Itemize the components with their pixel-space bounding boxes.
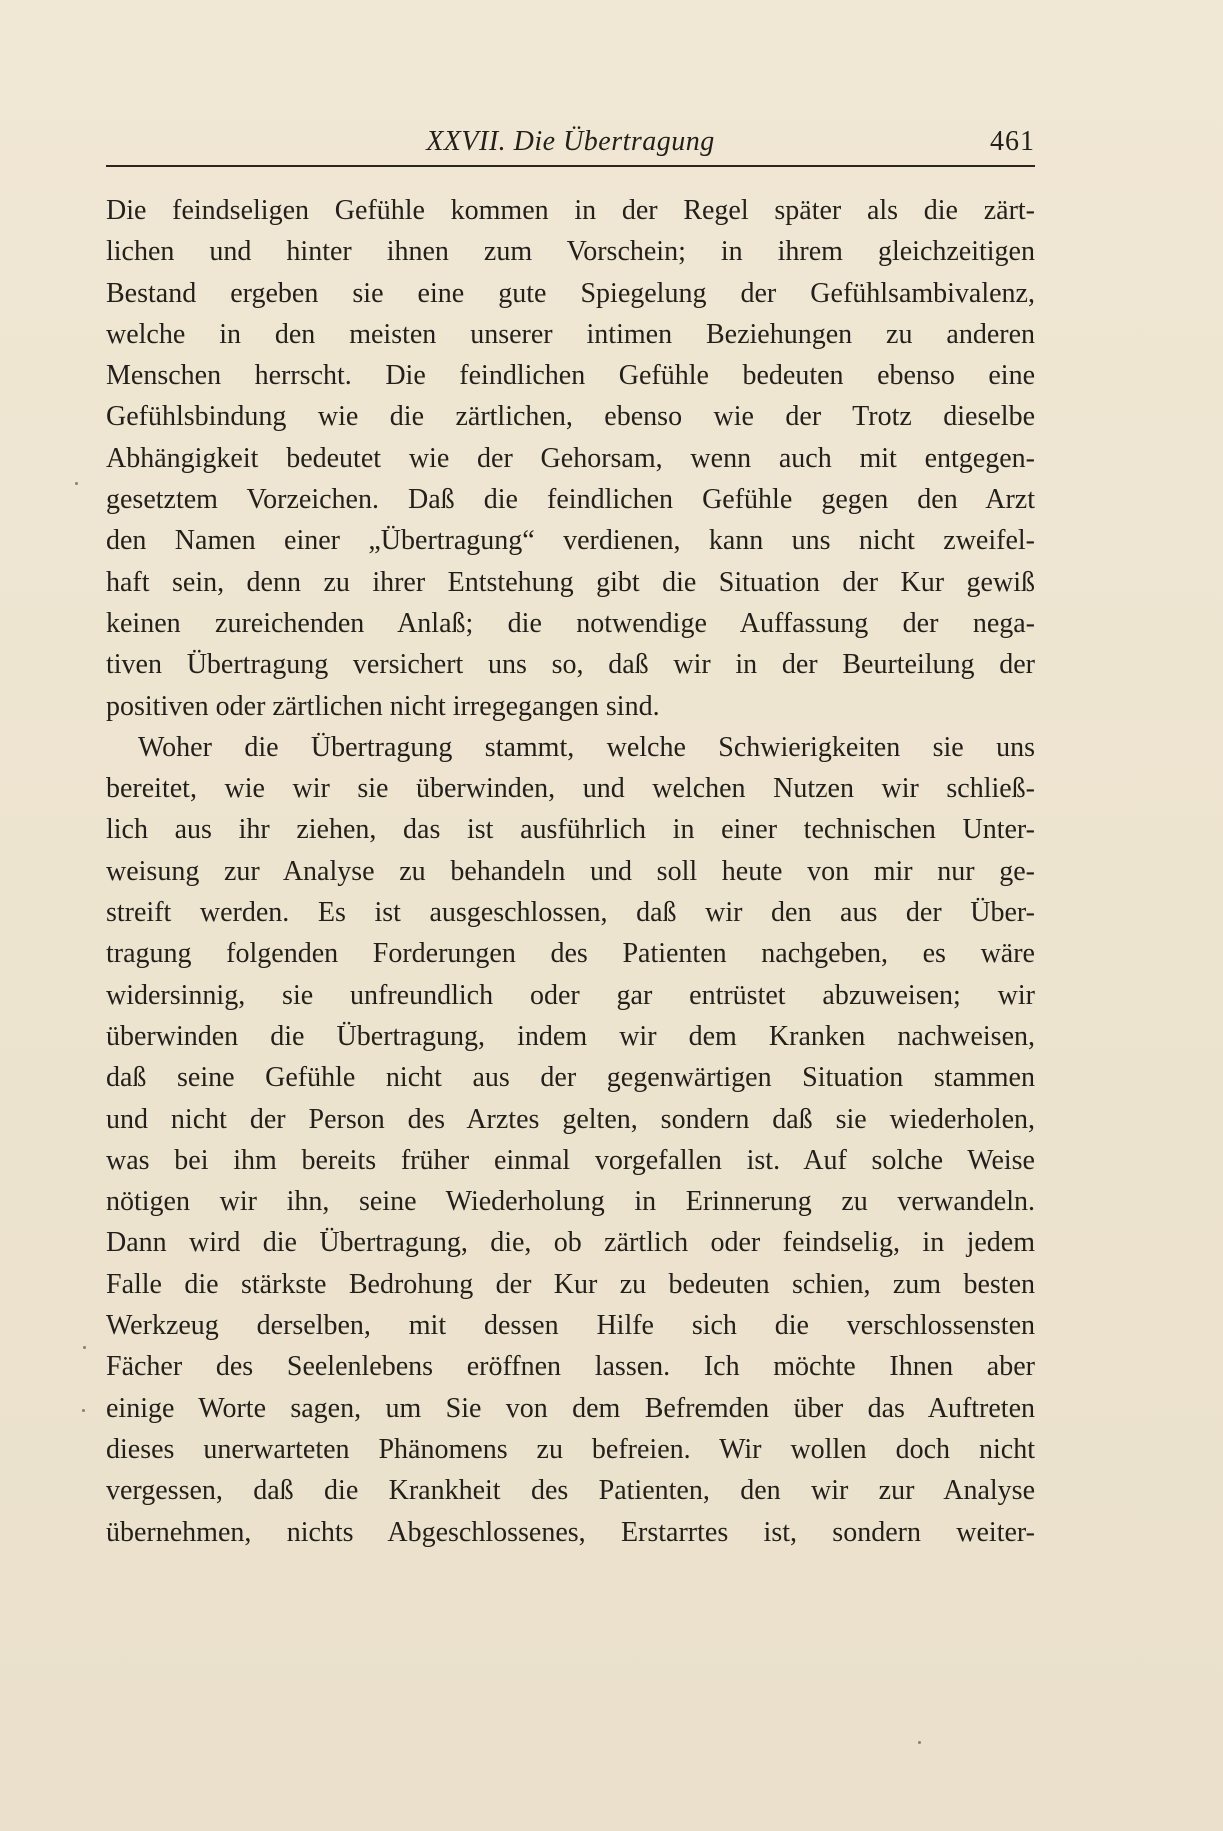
- text-line: Menschen herrscht. Die feindlichen Gefühle bedeuten ebenso eine: [106, 360, 1035, 392]
- text-line: gesetztem Vorzeichen. Daß die feindlichen Gefühle gegen den Arzt: [106, 484, 1035, 516]
- text-line: welche in den meisten unserer intimen Beziehungen zu anderen: [106, 318, 1035, 350]
- text-line: und nicht der Person des Arztes gelten, sondern daß sie wiederholen,: [106, 1103, 1035, 1135]
- text-line: weisung zur Analyse zu behandeln und soll heute von mir nur ge-: [106, 855, 1035, 887]
- text-line: Fächer des Seelenlebens eröffnen lassen. Ich möchte Ihnen aber: [106, 1351, 1035, 1383]
- text-line: Die feindseligen Gefühle kommen in der Regel später als die zärt-: [106, 195, 1035, 226]
- text-line: einige Worte sagen, um Sie von dem Befremden über das Auftreten: [106, 1392, 1035, 1424]
- body-text: [106, 190, 1035, 1553]
- text-line: Woher die Übertragung stammt, welche Schwierigkeiten sie uns: [138, 731, 1035, 763]
- paper-speck: [918, 1741, 921, 1744]
- header-rule: [106, 165, 1035, 167]
- text-line: positiven oder zärtlichen nicht irregegangen sind.: [106, 690, 660, 722]
- text-line: haft sein, denn zu ihrer Entstehung gibt die Situation der Kur gewiß: [106, 566, 1035, 598]
- paper-speck: [75, 482, 78, 485]
- text-line: Bestand ergeben sie eine gute Spiegelung der Gefühlsambivalenz,: [106, 277, 1035, 309]
- paper-speck: [82, 1409, 85, 1412]
- page-number: 461: [990, 126, 1035, 157]
- text-line: daß seine Gefühle nicht aus der gegenwärtigen Situation stammen: [106, 1062, 1035, 1094]
- text-line: widersinnig, sie unfreundlich oder gar entrüstet abzuweisen; wir: [106, 979, 1035, 1011]
- paper-speck: [83, 1346, 86, 1349]
- text-line: Gefühlsbindung wie die zärtlichen, ebenso wie der Trotz dieselbe: [106, 401, 1035, 433]
- text-line: Falle die stärkste Bedrohung der Kur zu bedeuten schien, zum besten: [106, 1268, 1035, 1300]
- text-line: lichen und hinter ihnen zum Vorschein; in ihrem gleichzeitigen: [106, 236, 1035, 268]
- text-line: Werkzeug derselben, mit dessen Hilfe sich die verschlossensten: [106, 1310, 1035, 1342]
- text-line: keinen zureichenden Anlaß; die notwendige Auffassung der nega-: [106, 607, 1035, 639]
- text-line: lich aus ihr ziehen, das ist ausführlich in einer technischen Unter-: [106, 814, 1035, 846]
- text-line: was bei ihm bereits früher einmal vorgefallen ist. Auf solche Weise: [106, 1144, 1035, 1176]
- text-line: bereitet, wie wir sie überwinden, und welchen Nutzen wir schließ-: [106, 773, 1035, 805]
- text-line: überwinden die Übertragung, indem wir dem Kranken nachweisen,: [106, 1020, 1035, 1052]
- page-header: [106, 126, 1035, 166]
- text-line: tiven Übertragung versichert uns so, daß wir in der Beurteilung der: [106, 649, 1035, 681]
- running-head: XXVII. Die Übertragung: [426, 126, 715, 157]
- text-line: streift werden. Es ist ausgeschlossen, daß wir den aus der Über-: [106, 897, 1035, 929]
- text-line: übernehmen, nichts Abgeschlossenes, Erstarrtes ist, sondern weiter-: [106, 1516, 1035, 1548]
- text-line: tragung folgenden Forderungen des Patienten nachgeben, es wäre: [106, 938, 1035, 970]
- text-line: dieses unerwarteten Phänomens zu befreien. Wir wollen doch nicht: [106, 1433, 1035, 1465]
- text-line: den Namen einer „Übertragung“ verdienen, kann uns nicht zweifel-: [106, 525, 1035, 557]
- text-line: vergessen, daß die Krankheit des Patienten, den wir zur Analyse: [106, 1475, 1035, 1507]
- text-line: nötigen wir ihn, seine Wiederholung in Erinnerung zu verwandeln.: [106, 1186, 1035, 1218]
- text-line: Dann wird die Übertragung, die, ob zärtlich oder feindselig, in jedem: [106, 1227, 1035, 1259]
- text-line: Abhängigkeit bedeutet wie der Gehorsam, wenn auch mit entgegen-: [106, 442, 1035, 474]
